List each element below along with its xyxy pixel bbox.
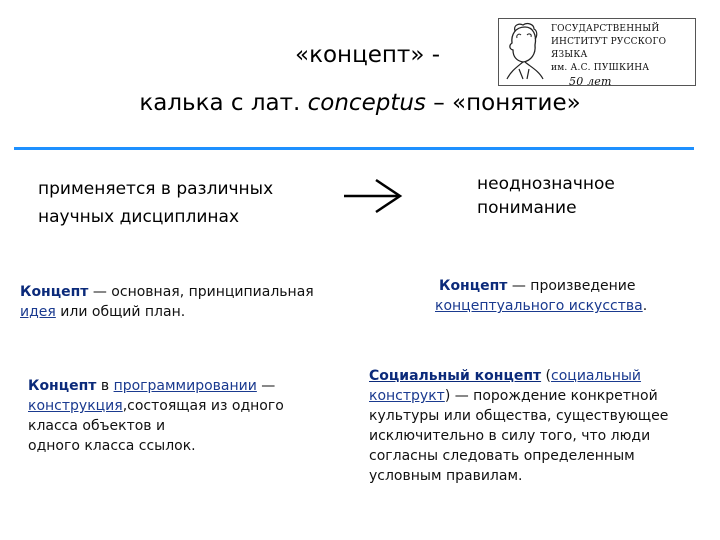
link-construct[interactable]: конструкт [369, 388, 445, 404]
term-koncept: Концепт [20, 284, 89, 300]
definition-idea [20, 282, 314, 322]
logo-line-1: ГОСУДАРСТВЕННЫЙ [551, 24, 660, 34]
term-koncept-art: Концепт [439, 278, 508, 294]
logo-line-2: ИНСТИТУТ РУССКОГО ЯЗЫКА [551, 37, 667, 60]
def4-line5: согласны следовать определенным [369, 448, 635, 464]
def3-dash: — [256, 378, 276, 394]
title-divider [14, 147, 694, 150]
link-construction[interactable]: конструкция [28, 398, 123, 414]
def4-line4: исключительно в силу того, что люди [369, 428, 651, 444]
def4-line3: культуры или общества, существующее [369, 408, 669, 424]
left-header [38, 175, 273, 231]
def4-line6: условным правилам. [369, 468, 523, 484]
def1-text: — основная, принципиальная [88, 284, 314, 300]
def3-text2: ,состоящая из одного [122, 398, 284, 414]
def4-text1: ) — порождение конкретной [444, 388, 658, 404]
term-koncept-prog: Концепт [28, 378, 97, 394]
title-prefix: калька с лат. [139, 90, 308, 116]
pushkin-portrait-icon [503, 21, 547, 81]
left-header-line1: применяется в различных [38, 179, 274, 199]
def2-text: — произведение [507, 278, 636, 294]
slide-title-line1: «концепт» - [295, 42, 440, 68]
title-latin-term: conceptus [307, 90, 426, 116]
def3-line3: класса объектов и [28, 418, 166, 434]
def3-in: в [96, 378, 114, 394]
slide-title-line2 [0, 90, 720, 116]
definition-art [435, 276, 647, 316]
def4-paren: ( [541, 368, 552, 384]
institute-logo [498, 18, 696, 86]
arrow-right-icon [342, 176, 404, 216]
link-programming[interactable]: программировании [113, 378, 257, 394]
right-header-line2: понимание [477, 198, 577, 218]
def1-text2: или общий план. [55, 304, 186, 320]
definition-social [369, 366, 699, 486]
term-social-concept[interactable]: Социальный концепт [369, 368, 542, 384]
link-social[interactable]: социальный [551, 368, 642, 384]
logo-line-3: им. А.С. ПУШКИНА [551, 63, 650, 73]
right-header-line1: неоднозначное [477, 174, 615, 194]
right-header [477, 172, 615, 220]
title-suffix: – «понятие» [425, 90, 581, 116]
link-conceptual-art[interactable]: концептуального искусства [435, 298, 643, 314]
definition-programming [28, 376, 328, 456]
logo-line-4: 50 лет [569, 75, 612, 88]
link-idea[interactable]: идея [20, 304, 56, 320]
left-header-line2: научных дисциплинах [38, 207, 240, 227]
def2-text2: . [642, 298, 648, 314]
def3-line4: одного класса ссылок. [28, 438, 196, 454]
